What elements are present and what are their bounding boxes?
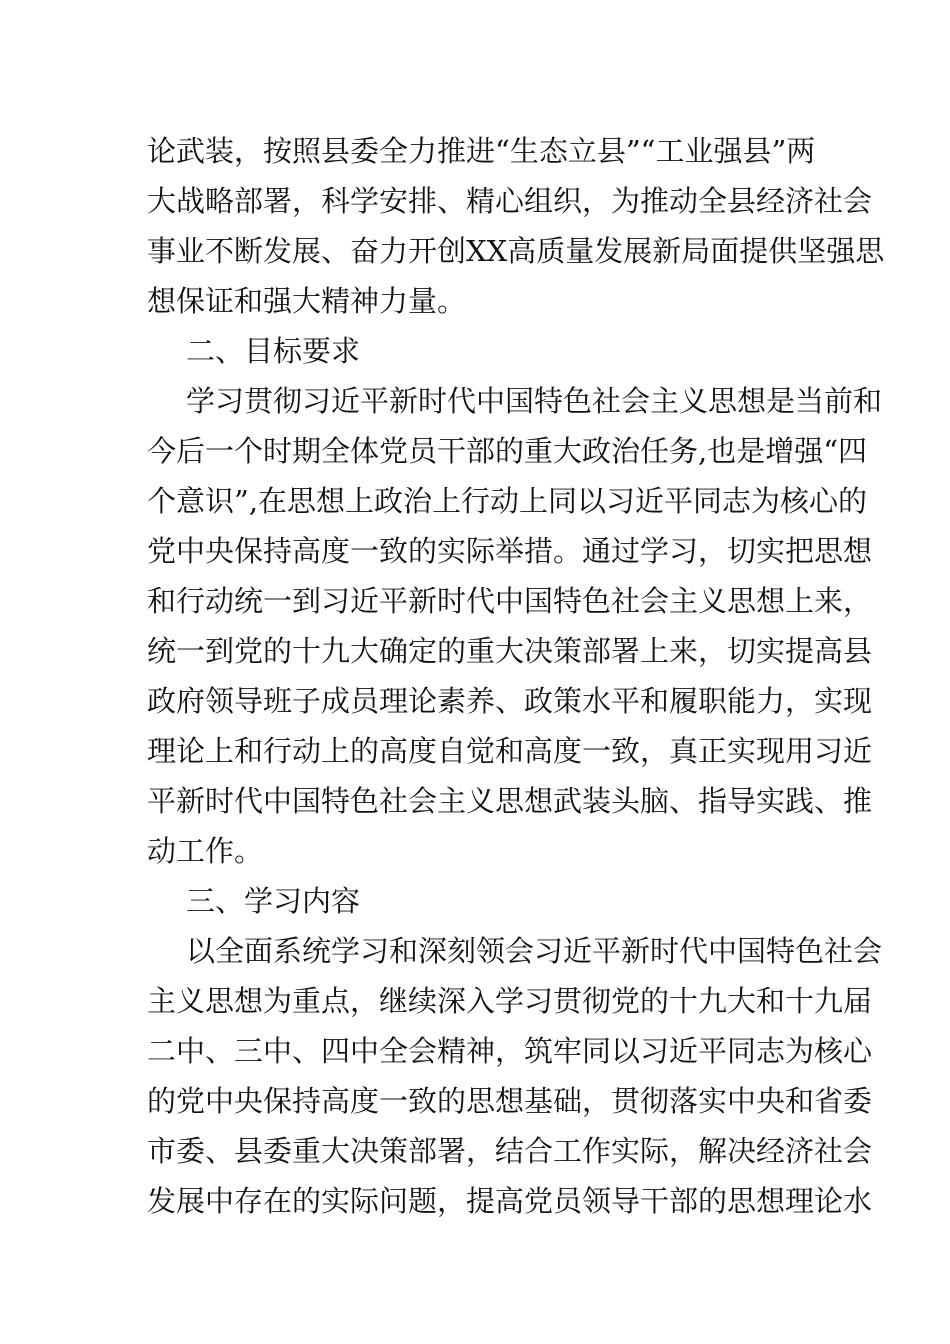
- text-line: 个意识”,在思想上政治上行动上同以习近平同志为核心的: [147, 484, 868, 518]
- section-heading: 二、目标要求: [186, 334, 361, 368]
- text-line: 和行动统一到习近平新时代中国特色社会主义思想上来，: [147, 584, 873, 618]
- text-line: 主义思想为重点，继续深入学习贯彻党的十九大和十九届: [147, 984, 873, 1018]
- text-line: 市委、县委重大决策部署，结合工作实际，解决经济社会: [147, 1134, 873, 1168]
- text-line: 大战略部署，科学安排、精心组织，为推动全县经济社会: [147, 184, 873, 218]
- text-line: 今后一个时期全体党员干部的重大政治任务,也是增强“四: [147, 434, 868, 468]
- text-line: 论武装，按照县委全力推进“生态立县”“工业强县”两: [147, 134, 816, 168]
- text-line: 发展中存在的实际问题，提高党员领导干部的思想理论水: [147, 1184, 873, 1218]
- text-line: 动工作。: [147, 834, 264, 868]
- text-line: 平新时代中国特色社会主义思想武装头脑、指导实践、推: [147, 784, 873, 818]
- text-line: 的党中央保持高度一致的思想基础，贯彻落实中央和省委: [147, 1084, 873, 1118]
- text-line: 想保证和强大精神力量。: [147, 284, 467, 318]
- text-line: 党中央保持高度一致的实际举措。通过学习，切实把思想: [147, 534, 873, 568]
- text-line: 二中、三中、四中全会精神，筑牢同以习近平同志为核心: [147, 1034, 873, 1068]
- text-line: 统一到党的十九大确定的重大决策部署上来，切实提高县: [147, 634, 873, 668]
- text-line: 以全面系统学习和深刻领会习近平新时代中国特色社会: [186, 934, 883, 968]
- text-line: 学习贯彻习近平新时代中国特色社会主义思想是当前和: [186, 384, 883, 418]
- text-line: 事业不断发展、奋力开创XX高质量发展新局面提供坚强思: [147, 234, 885, 268]
- text-line: 政府领导班子成员理论素养、政策水平和履职能力，实现: [147, 684, 873, 718]
- section-heading: 三、学习内容: [186, 884, 361, 918]
- text-line: 理论上和行动上的高度自觉和高度一致，真正实现用习近: [147, 734, 873, 768]
